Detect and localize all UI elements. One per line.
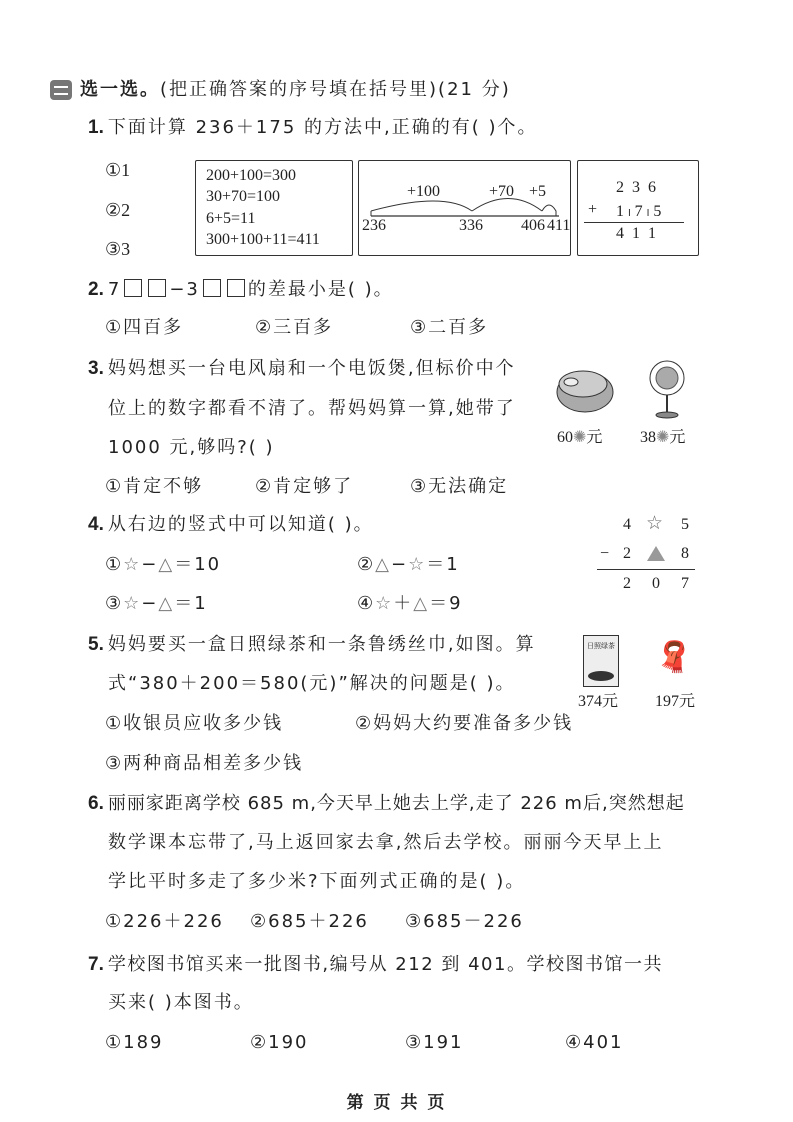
rice-cooker-price xyxy=(557,424,602,447)
q6-line-3: 学比平时多走了多少米?下面列式正确的是( )。 xyxy=(108,871,526,892)
q3-option-2: ②肯定够了 xyxy=(255,476,354,497)
triangle-icon xyxy=(647,546,665,561)
q6-line-1 xyxy=(88,792,685,816)
digit: 2 xyxy=(623,545,631,562)
blank-box xyxy=(203,279,221,297)
q4-option-2: ②△−☆＝1 xyxy=(357,554,460,575)
q3-line-2: 位上的数字都看不清了。帮妈妈算一算,她带了 xyxy=(108,398,516,419)
q7-option-1: ①189 xyxy=(105,1032,164,1053)
q4-option-1: ①☆−△＝10 xyxy=(105,554,222,575)
section-instruction: (把正确答案的序号填在括号里)(21 分) xyxy=(160,79,511,100)
q5-option-3: ③两种商品相差多少钱 xyxy=(105,753,304,774)
q2-suffix: 的差最小是( )。 xyxy=(247,279,394,300)
jump-label: +5 xyxy=(529,183,547,200)
digit: 2 xyxy=(623,575,631,592)
jump-label: +100 xyxy=(407,183,441,200)
q2-option-2: ②三百多 xyxy=(255,317,334,338)
q5-number: 5. xyxy=(88,634,104,655)
digit: 0 xyxy=(652,575,660,592)
q1-stem xyxy=(88,116,538,140)
q7-option-4: ④401 xyxy=(565,1032,624,1053)
q6-number: 6. xyxy=(88,793,104,814)
q1-number: 1. xyxy=(88,117,104,138)
digit: 4 xyxy=(623,516,631,533)
q1-option-1: ①1 xyxy=(105,160,131,180)
price-suffix: 元 xyxy=(586,429,603,446)
vertical-row: 1 ₗ 7 ₗ 5 xyxy=(616,203,662,220)
q3-line-1 xyxy=(88,357,516,381)
q4-stem xyxy=(88,513,374,537)
minus-sign: − xyxy=(600,545,610,562)
tea-label: 日照绿茶 xyxy=(587,642,615,650)
silk-scarf-image: 🧣 xyxy=(655,640,693,675)
point-label: 336 xyxy=(459,217,483,234)
q5-line-1 xyxy=(88,633,536,657)
q4-option-4: ④☆＋△＝9 xyxy=(357,593,463,614)
section-title: 选一选。 xyxy=(80,79,160,100)
point-label: 406 xyxy=(521,217,545,234)
blank-box xyxy=(227,279,245,297)
q2-prefix: 7 xyxy=(107,279,122,300)
section-header xyxy=(80,78,511,102)
number-line xyxy=(359,161,570,255)
q7-line-1 xyxy=(88,953,663,977)
q2-number: 2. xyxy=(88,279,104,300)
q3-number: 3. xyxy=(88,358,104,379)
q5-text: 妈妈要买一盒日照绿茶和一条鲁绣丝巾,如图。算 xyxy=(107,634,536,655)
q1-method-3-box xyxy=(577,160,699,256)
price-prefix: 60 xyxy=(557,429,573,446)
plus-sign: + xyxy=(588,201,598,218)
q3-option-1: ①肯定不够 xyxy=(105,476,204,497)
digit: 8 xyxy=(681,545,689,562)
rice-cooker-image xyxy=(553,358,618,420)
tea-leaves xyxy=(588,671,614,681)
scarf-price: 197元 xyxy=(655,693,696,710)
method1-line: 300+100+11=411 xyxy=(206,231,320,248)
fan-image xyxy=(645,358,690,420)
q6-option-3: ③685－226 xyxy=(405,911,524,932)
q1-option-2: ②2 xyxy=(105,200,131,220)
q1-option-3: ③3 xyxy=(105,239,131,259)
q5-option-1: ①收银员应收多少钱 xyxy=(105,713,284,734)
section-two-icon xyxy=(50,80,72,100)
q4-text: 从右边的竖式中可以知道( )。 xyxy=(107,514,374,535)
fan-price xyxy=(640,424,685,447)
q2-stem xyxy=(88,278,394,302)
digit: 7 xyxy=(681,575,689,592)
q6-line-2: 数学课本忘带了,马上返回家去拿,然后去学校。丽丽今天早上上 xyxy=(108,832,664,853)
q1-method-2-box xyxy=(358,160,571,256)
blank-box xyxy=(148,279,166,297)
q1-text: 下面计算 236＋175 的方法中,正确的有( )个。 xyxy=(107,117,538,138)
q6-option-1: ①226＋226 xyxy=(105,911,224,932)
q6-text: 丽丽家距离学校 685 m,今天早上她去上学,走了 226 m后,突然想起 xyxy=(107,793,685,814)
green-tea-box-image xyxy=(583,635,619,687)
method1-line: 30+70=100 xyxy=(206,188,281,205)
jump-label: +70 xyxy=(489,183,515,200)
q5-line-2: 式“380＋200＝580(元)”解决的问题是( )。 xyxy=(108,673,516,694)
q3-text: 妈妈想买一台电风扇和一个电饭煲,但标价中个 xyxy=(107,358,516,379)
q7-line-2: 买来( )本图书。 xyxy=(108,992,254,1013)
q2-mid: −3 xyxy=(169,279,200,300)
q3-option-3: ③无法确定 xyxy=(410,476,509,497)
point-label: 411 xyxy=(547,217,571,234)
q2-option-1: ①四百多 xyxy=(105,317,184,338)
point-label: 236 xyxy=(362,217,386,234)
q4-number: 4. xyxy=(88,514,104,535)
sum-line xyxy=(584,222,684,223)
method1-line: 6+5=11 xyxy=(206,210,256,227)
q7-text: 学校图书馆买来一批图书,编号从 212 到 401。学校图书馆一共 xyxy=(107,954,663,975)
smudge-icon: ✺ xyxy=(656,429,670,446)
q7-option-2: ②190 xyxy=(250,1032,309,1053)
q3-line-3: 1000 元,够吗?( ) xyxy=(108,437,275,458)
q1-method-1-box xyxy=(195,160,353,256)
price-prefix: 38 xyxy=(640,429,656,446)
q2-option-3: ③二百多 xyxy=(410,317,489,338)
price-suffix: 元 xyxy=(669,429,686,446)
blank-box xyxy=(124,279,142,297)
page-footer: 第 页 共 页 xyxy=(346,1093,447,1113)
star-icon: ☆ xyxy=(646,513,664,534)
q5-option-2: ②妈妈大约要准备多少钱 xyxy=(355,713,574,734)
method1-line: 200+100=300 xyxy=(206,167,297,184)
digit: 5 xyxy=(681,516,689,533)
vertical-result: 4 1 1 xyxy=(616,225,656,242)
q7-option-3: ③191 xyxy=(405,1032,464,1053)
vertical-row: 2 3 6 xyxy=(616,179,656,196)
q7-number: 7. xyxy=(88,954,104,975)
difference-line xyxy=(597,569,695,570)
q4-option-3: ③☆−△＝1 xyxy=(105,593,208,614)
q6-option-2: ②685＋226 xyxy=(250,911,369,932)
tea-price: 374元 xyxy=(578,693,619,710)
smudge-icon: ✺ xyxy=(573,429,587,446)
